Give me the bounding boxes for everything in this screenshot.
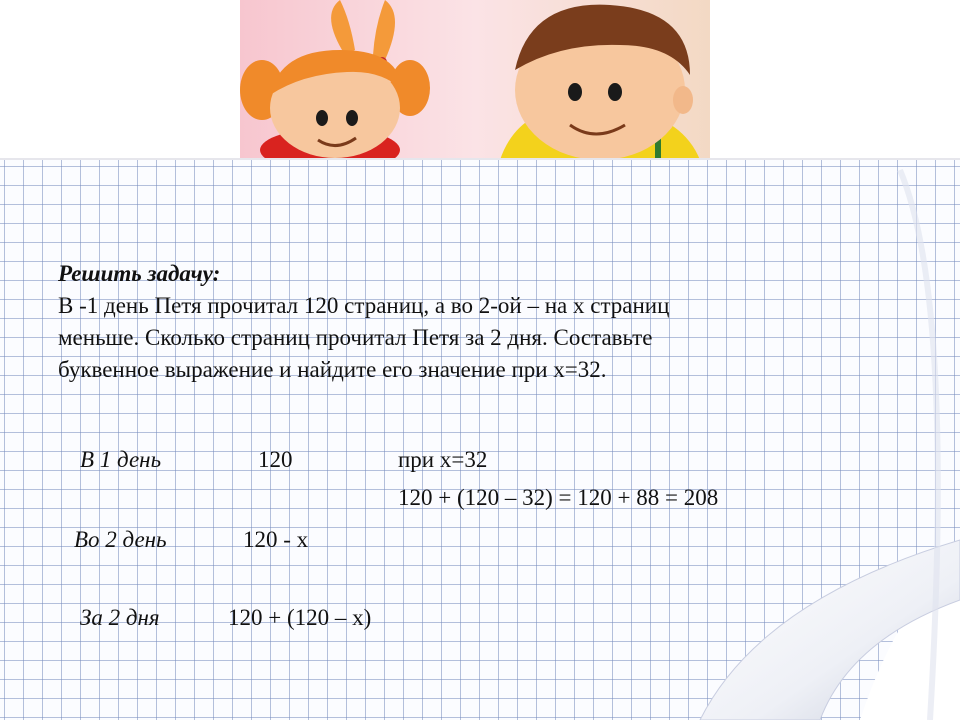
graph-paper-sheet [0, 160, 960, 720]
task-line-2: меньше. Сколько страниц прочитал Петя за 2 дня. Составьте [58, 325, 653, 350]
total-value: 120 + (120 – х) [228, 605, 372, 630]
day1-value: 120 [258, 447, 293, 472]
calculation-text: 120 + (120 – 32) = 120 + 88 = 208 [398, 485, 719, 510]
condition-text: при х=32 [398, 447, 488, 472]
day2-label: Во 2 день [74, 527, 167, 552]
task-line-3: буквенное выражение и найдите его значение при х=32. [58, 357, 607, 382]
day2-value: 120 - х [243, 527, 309, 552]
header-banner [0, 0, 960, 160]
day1-label: В 1 день [80, 447, 162, 472]
task-text [58, 258, 928, 386]
task-heading: Решить задачу: [58, 261, 221, 286]
total-label: За 2 дня [80, 605, 160, 630]
task-line-1: В -1 день Петя прочитал 120 страниц, а во 2-ой – на х страниц [58, 293, 670, 318]
children-illustration [0, 0, 960, 160]
